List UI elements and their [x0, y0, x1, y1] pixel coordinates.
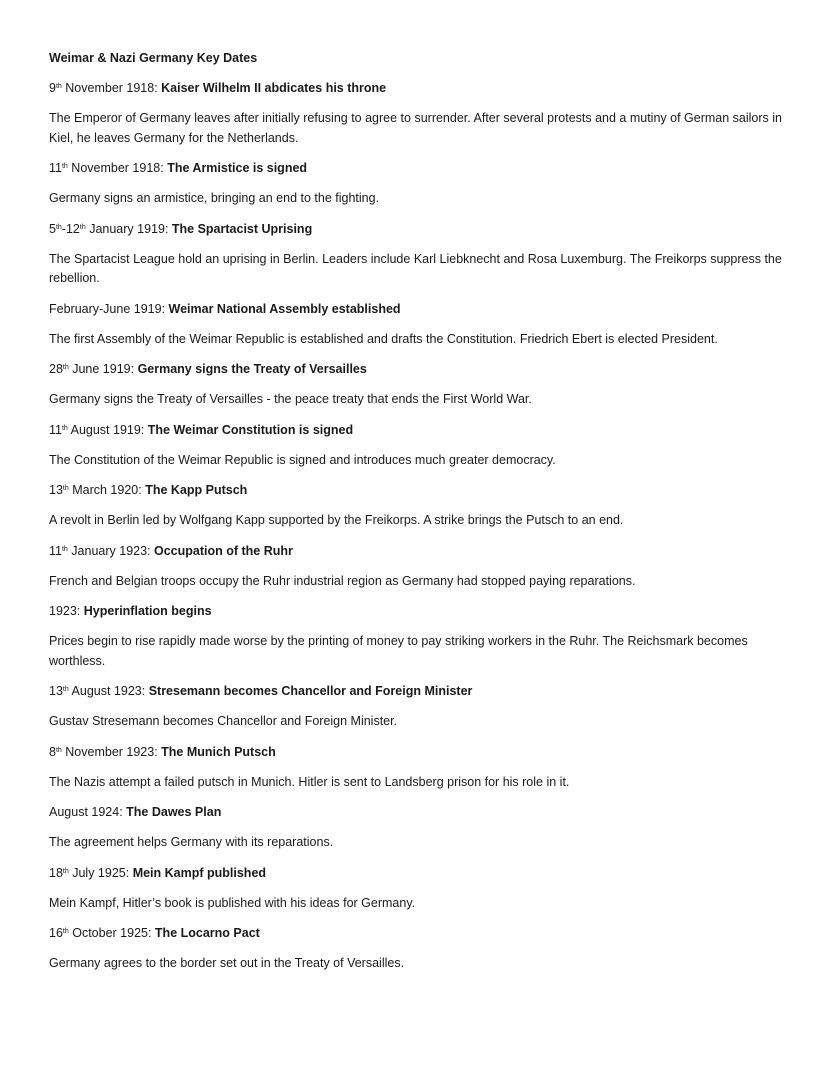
entry-date: January 1923: — [67, 543, 154, 558]
entry-day: 11 — [49, 543, 62, 558]
entry-event-title: The Armistice is signed — [167, 161, 308, 175]
entry-date-heading — [49, 300, 789, 318]
entry-date: February-June 1919: — [49, 301, 169, 316]
entry-event-title: Mein Kampf published — [132, 865, 267, 880]
entry-description: French and Belgian troops occupy the Ruhr industrial region as Germany had stopped paying reparations. — [49, 573, 636, 588]
entry-day: 16 — [49, 926, 63, 940]
entry-date: June 1919: — [68, 362, 138, 376]
document-title: Weimar & Nazi Germany Key Dates — [49, 51, 258, 65]
entry-description: The agreement helps Germany with its reparations. — [49, 835, 334, 849]
entry-day-suffix: th — [62, 686, 69, 693]
entry-day: 18 — [49, 865, 63, 880]
entry-description: Germany signs an armistice, bringing an end to the fighting. — [49, 191, 380, 205]
entry-event-title: Occupation of the Ruhr — [154, 543, 293, 558]
entry-day: 11 — [49, 422, 62, 437]
entry-event-title: Hyperinflation begins — [83, 604, 212, 618]
entry-date-heading — [49, 682, 789, 700]
entry-description: Prices begin to rise rapidly made worse by the printing of money to pay striking workers in the Ruhr. The Reichsmark becomes worthless. — [49, 634, 748, 668]
entry-date: August 1924: — [49, 805, 127, 819]
entry-day-range: -12 — [61, 221, 80, 236]
entry-day-suffix: th — [61, 424, 68, 432]
entry-date: November 1923: — [61, 744, 162, 759]
entry-event-title: The Locarno Pact — [154, 926, 260, 940]
entry-day: 13 — [49, 483, 63, 497]
entry-description: Mein Kampf, Hitler’s book is published with his ideas for Germany. — [49, 895, 416, 910]
entry-day-suffix: th — [55, 83, 62, 90]
entry-date: 1923: — [49, 604, 84, 618]
entry-day-suffix: th — [62, 867, 69, 875]
entry-date-heading — [49, 159, 789, 177]
entry-day: 13 — [49, 684, 63, 698]
entry-event-title: Germany signs the Treaty of Versailles — [137, 362, 367, 376]
entry-event-title: The Dawes Plan — [126, 805, 222, 819]
entry-date-heading — [49, 602, 789, 620]
entry-date: November 1918: — [61, 81, 162, 95]
entry-day: 5 — [49, 221, 56, 236]
entry-day-suffix: th — [79, 223, 86, 231]
entry-description: The first Assembly of the Weimar Republic is established and drafts the Constitution. Friedrich Ebert is elected President. — [49, 331, 718, 346]
entry-day-suffix: th — [61, 545, 68, 553]
entry-event-title: The Munich Putsch — [161, 744, 276, 759]
entry-date-heading — [49, 924, 789, 942]
entry-date-heading — [49, 803, 789, 821]
entry-description: The Constitution of the Weimar Republic is signed and introduces much greater democracy. — [49, 452, 556, 467]
entry-description: The Spartacist League hold an uprising in Berlin. Leaders include Karl Liebknecht and Rosa Luxemburg. The Freikorps suppress the rebellion. — [49, 251, 782, 285]
entry-date: March 1920: — [68, 483, 146, 497]
entry-event-title: The Kapp Putsch — [145, 483, 248, 497]
entry-date-heading — [49, 481, 789, 499]
entry-event-title: Weimar National Assembly established — [168, 301, 401, 316]
entry-date: November 1918: — [67, 161, 168, 175]
entry-day: 9 — [49, 81, 56, 95]
entry-day-suffix: th — [61, 163, 68, 170]
entry-day-suffix: th — [62, 364, 69, 371]
document-page — [49, 49, 789, 985]
entry-day-suffix: th — [62, 928, 69, 935]
entry-event-title: The Spartacist Uprising — [171, 221, 313, 236]
entry-event-title: Kaiser Wilhelm II abdicates his throne — [161, 81, 387, 95]
entry-description: Germany agrees to the border set out in the Treaty of Versailles. — [49, 956, 405, 970]
entry-date-heading — [49, 421, 789, 439]
entry-date: January 1919: — [85, 221, 172, 236]
entry-day-suffix: th — [55, 746, 62, 754]
entry-date-heading — [49, 360, 789, 378]
entry-day-suffix: th — [62, 485, 69, 492]
entry-date: October 1925: — [68, 926, 155, 940]
entry-description: A revolt in Berlin led by Wolfgang Kapp supported by the Freikorps. A strike brings the Putsch to an end. — [49, 513, 624, 527]
entry-date-heading — [49, 542, 789, 560]
entry-date: August 1923: — [68, 684, 149, 698]
entry-day: 28 — [49, 362, 63, 376]
entry-date-heading — [49, 864, 789, 882]
entry-date-heading — [49, 743, 789, 761]
entry-event-title: Stresemann becomes Chancellor and Foreign Minister — [148, 684, 473, 698]
entry-date: July 1925: — [68, 865, 133, 880]
entry-description: The Nazis attempt a failed putsch in Munich. Hitler is sent to Landsberg prison for his role in it. — [49, 774, 570, 789]
entry-day-suffix: th — [55, 223, 62, 231]
timeline-entries — [49, 79, 789, 974]
entry-date: August 1919: — [67, 422, 148, 437]
entry-event-title: The Weimar Constitution is signed — [147, 422, 354, 437]
entry-date-heading — [49, 79, 789, 97]
entry-description: Germany signs the Treaty of Versailles - the peace treaty that ends the First World War. — [49, 392, 532, 406]
entry-description: Gustav Stresemann becomes Chancellor and Foreign Minister. — [49, 714, 398, 728]
entry-description: The Emperor of Germany leaves after initially refusing to agree to surrender. After several protests and a mutiny of German sailors in Kiel, he leaves Germany for the Netherlands. — [49, 111, 782, 145]
entry-day: 11 — [49, 161, 62, 175]
entry-date-heading — [49, 220, 789, 238]
entry-day: 8 — [49, 744, 56, 759]
